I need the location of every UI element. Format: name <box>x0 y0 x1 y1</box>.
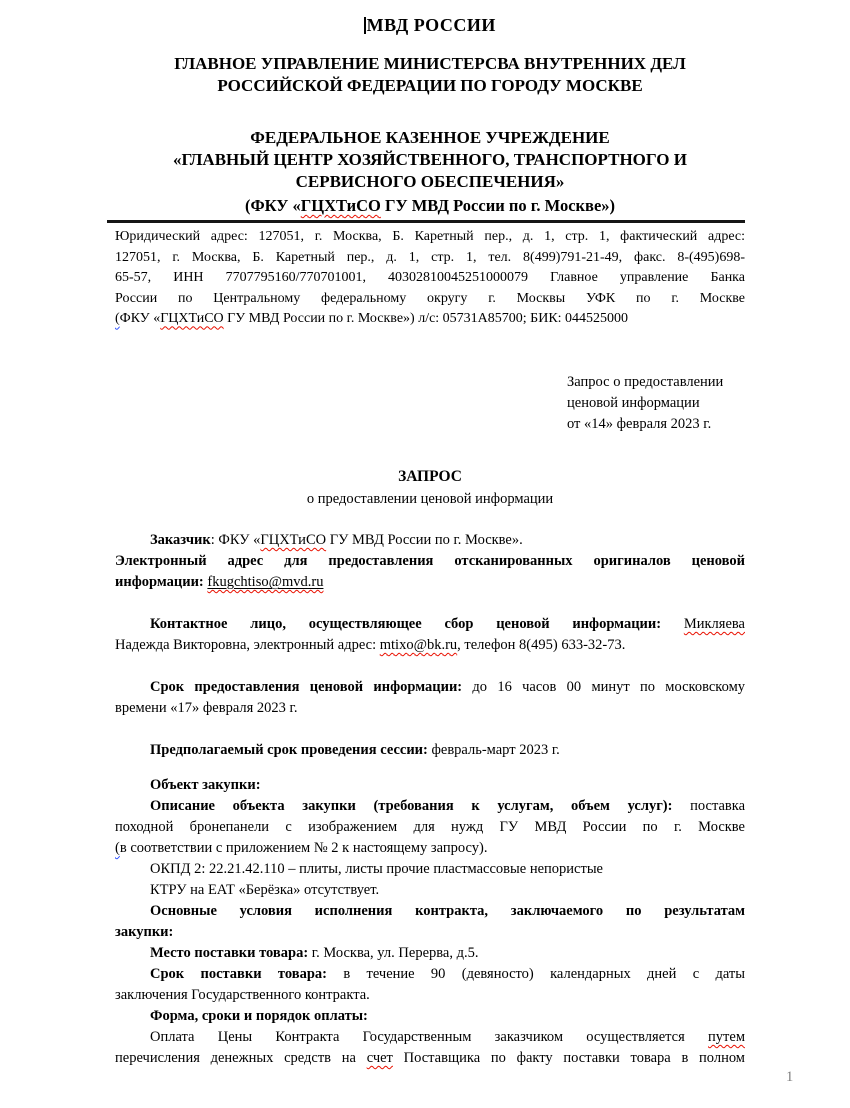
text-segment: МВД РОССИИ <box>366 15 496 35</box>
para-okpd <box>115 859 745 880</box>
text-segment: ценовой информации <box>567 394 700 411</box>
text-segment: Поставщика по факту поставки товара в полном <box>392 1049 745 1066</box>
para-delivery-term <box>115 985 745 1006</box>
text-segment: Микляева <box>683 615 745 632</box>
text-segment: ГЦХТиСО <box>160 311 224 327</box>
letterhead-line <box>115 75 745 97</box>
text-segment: ГУ МВД России по г. Москве») л/с: 05731А85700; БИК: 044525000 <box>223 311 629 327</box>
text-segment: закупки: <box>115 923 174 940</box>
text-segment: Форма, сроки и порядок оплаты: <box>150 1007 368 1024</box>
doc-subtitle <box>115 489 745 510</box>
text-segment: Срок предоставления ценовой информации: <box>150 678 463 695</box>
text-segment: СЕРВИСНОГО ОБЕСПЕЧЕНИЯ» <box>295 172 565 191</box>
para-deadline <box>115 698 745 719</box>
request-ref-line <box>115 372 745 393</box>
text-segment: 127051, г. Москва, Б. Каретный пер., д. 1, стр. 1, тел. 8(499)791-21-49, факс. 8-(495)698- <box>115 249 745 265</box>
letterhead-divider <box>107 220 745 223</box>
text-segment: путем <box>708 1028 745 1045</box>
para-description <box>115 838 745 859</box>
text-cursor-icon <box>364 17 366 34</box>
text-segment: РОССИЙСКОЙ ФЕДЕРАЦИИ ПО ГОРОДУ МОСКВЕ <box>217 76 643 95</box>
text-segment: Основные условия исполнения контракта, заключаемого по результатам <box>150 902 745 919</box>
text-segment: времени «17» февраля 2023 г. <box>115 699 298 716</box>
text-segment: Срок поставки товара: <box>150 965 327 982</box>
text-segment: о предоставлении ценовой информации <box>306 490 554 507</box>
text-segment: Надежда Викторовна, электронный адрес: <box>115 636 380 653</box>
page-number: 1 <box>786 1069 794 1085</box>
para-contact <box>115 635 745 656</box>
text-segment: счет <box>366 1049 393 1066</box>
text-segment: (ФКУ « <box>244 196 301 215</box>
text-segment: ( <box>115 839 120 856</box>
text-segment: ОКПД 2: 22.21.42.110 – плиты, листы прочие пластмассовые непористые <box>150 860 603 877</box>
request-ref-line <box>115 414 745 435</box>
text-segment: КТРУ на ЕАТ «Берёзка» отсутствует. <box>150 881 380 898</box>
text-segment: поставка <box>672 797 746 814</box>
para-delivery-place <box>115 943 745 964</box>
text-segment: ФКУ « <box>119 311 161 327</box>
para-session <box>115 740 745 761</box>
text-segment: ГЦХТиСО <box>260 531 327 548</box>
para-deadline <box>115 677 745 698</box>
text-segment: в соответствии с приложением № 2 к настоящему запросу). <box>119 839 488 856</box>
para-delivery-term <box>115 964 745 985</box>
letterhead-abbr-line <box>115 195 745 217</box>
request-ref-line <box>115 393 745 414</box>
text-segment: 65-57, ИНН 7707795160/770701001, 40302810045251000079 Главное управление Банка <box>115 270 745 286</box>
address-line <box>115 289 745 310</box>
text-segment: ( <box>115 311 120 327</box>
text-segment: Место поставки товара: <box>150 944 309 961</box>
para-payment <box>115 1006 745 1027</box>
para-customer <box>115 530 745 551</box>
text-segment: Оплата Цены Контракта Государственным заказчиком осуществляется <box>150 1028 709 1045</box>
text-segment: ГУ МВД России по г. Москве») <box>380 196 616 215</box>
text-segment: Юридический адрес: 127051, г. Москва, Б. Каретный пер., д. 1, стр. 1, фактический адрес: <box>115 229 745 244</box>
document-lines <box>115 14 745 1069</box>
para-ktru <box>115 880 745 901</box>
text-segment: походной бронепанели с изображением для нужд ГУ МВД России по г. Москве <box>115 818 745 835</box>
letterhead-line <box>115 127 745 149</box>
para-conditions <box>115 901 745 922</box>
text-segment: Контактное лицо, осуществляющее сбор ценовой информации: <box>150 615 684 632</box>
text-segment: февраль-март 2023 г. <box>427 741 560 758</box>
text-segment: ЗАПРОС <box>398 467 462 485</box>
text-segment: г. Москва, ул. Перерва, д.5. <box>308 944 479 961</box>
para-email <box>115 551 745 572</box>
para-object <box>115 775 745 796</box>
para-conditions <box>115 922 745 943</box>
para-contact <box>115 614 745 635</box>
text-segment: Предполагаемый срок проведения сессии: <box>150 741 428 758</box>
text-segment: Заказчик <box>150 531 211 548</box>
text-segment: в течение 90 (девяносто) календарных дней с даты <box>326 965 745 982</box>
para-description <box>115 796 745 817</box>
letterhead-line <box>115 53 745 75</box>
text-segment: ФЕДЕРАЛЬНОЕ КАЗЕННОЕ УЧРЕЖДЕНИЕ <box>250 128 610 147</box>
para-payment <box>115 1027 745 1048</box>
doc-title <box>115 466 745 488</box>
para-email <box>115 572 745 593</box>
text-segment: информации: <box>115 573 208 590</box>
text-segment: Объект закупки: <box>150 776 261 793</box>
text-segment: заключения Государственного контракта. <box>115 986 370 1003</box>
para-description <box>115 817 745 838</box>
address-line <box>115 309 745 330</box>
letterhead-line <box>115 149 745 171</box>
text-segment: перечисления денежных средств на <box>115 1049 367 1066</box>
text-segment: ГЦХТиСО <box>300 196 381 215</box>
address-line <box>115 248 745 269</box>
email-link[interactable] <box>207 574 323 590</box>
address-line <box>115 268 745 289</box>
text-segment: «ГЛАВНЫЙ ЦЕНТР ХОЗЯЙСТВЕННОГО, ТРАНСПОРТНОГО И <box>173 150 687 169</box>
text-segment: Запрос о предоставлении <box>567 373 724 390</box>
text-segment: ГЛАВНОЕ УПРАВЛЕНИЕ МИНИСТЕРСВА ВНУТРЕННИХ ДЕЛ <box>174 54 686 73</box>
text-segment: Описание объекта закупки (требования к услугам, объем услуг): <box>150 797 673 814</box>
para-payment <box>115 1048 745 1069</box>
text-segment: ГУ МВД России по г. Москве». <box>326 531 523 548</box>
email-link[interactable]: mtixo@bk.ru <box>379 636 458 653</box>
text-segment: до 16 часов 00 минут по московскому <box>462 678 745 695</box>
letterhead-line <box>115 171 745 193</box>
email-link[interactable]: fkugchtiso@mvd.ru <box>207 573 324 590</box>
text-segment: Электронный адрес для предоставления отсканированных оригиналов ценовой <box>115 552 745 569</box>
address-line <box>115 227 745 248</box>
text-segment: от «14» февраля 2023 г. <box>567 415 712 432</box>
text-segment: : ФКУ « <box>210 531 261 548</box>
text-segment: , телефон 8(495) 633-32-73. <box>457 636 626 653</box>
text-segment: России по Центральному федеральному округу г. Москвы УФК по г. Москве <box>115 290 745 306</box>
letterhead-line-mvd <box>115 14 745 36</box>
